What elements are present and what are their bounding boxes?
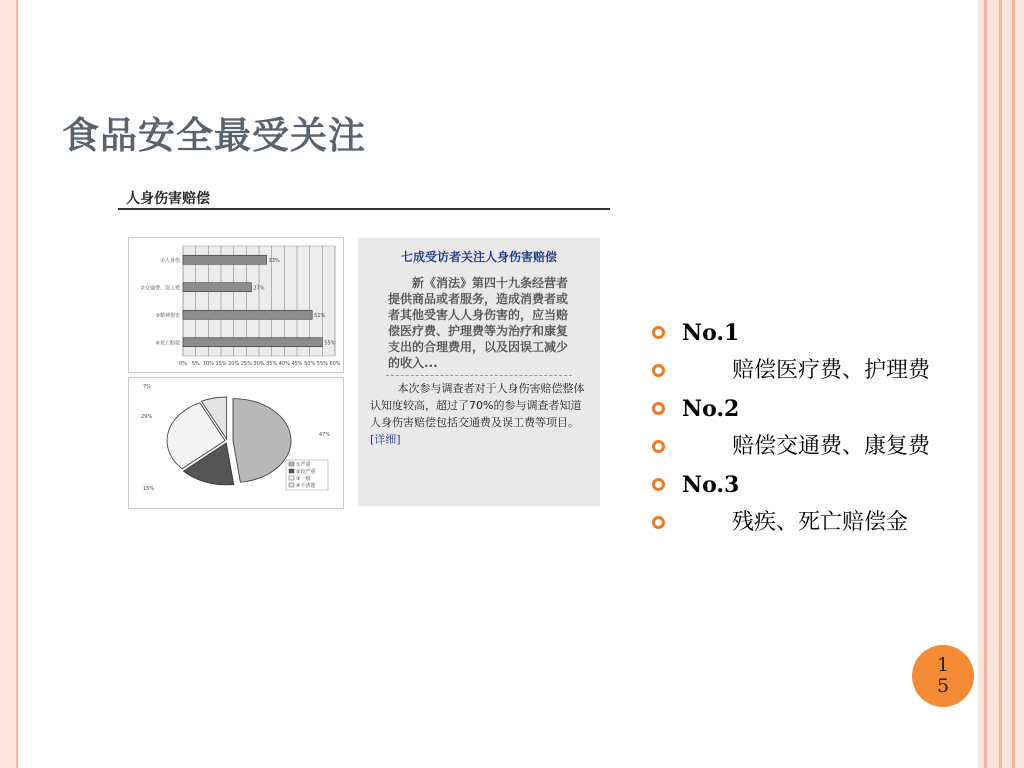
bar-value-label: 55%	[324, 340, 336, 347]
panel-survey-text	[370, 380, 588, 448]
bar-value-label: 33%	[268, 257, 280, 264]
bullet-marker-icon	[652, 364, 665, 377]
bullet-item: No.3	[652, 470, 962, 500]
bar-chart-svg	[129, 238, 343, 372]
x-tick-label: 30%	[253, 361, 265, 367]
details-link[interactable]: [详细]	[370, 433, 401, 446]
left-frame-stripe	[0, 0, 18, 768]
category-label: ②交通费、误工费	[140, 285, 180, 292]
bar-chart	[128, 237, 344, 373]
legend-swatch	[289, 469, 294, 473]
survey-info-panel	[358, 238, 600, 506]
legend-swatch	[289, 462, 294, 466]
x-tick-label: 20%	[228, 361, 240, 367]
pie-chart	[128, 377, 344, 509]
bullet-item: 赔偿医疗费、护理费	[652, 356, 962, 386]
bar	[183, 338, 322, 347]
bullet-marker-icon	[652, 516, 665, 529]
legend-swatch	[289, 483, 294, 487]
bar	[183, 310, 312, 319]
bar-value-label: 51%	[314, 312, 326, 319]
x-tick-label: 10%	[202, 361, 214, 367]
bullet-item: No.2	[652, 394, 962, 424]
x-tick-label: 15%	[215, 361, 227, 367]
figure-caption: 人身伤害赔偿	[126, 191, 210, 207]
pie-chart-svg	[129, 378, 343, 508]
slide-title: 食品安全最受关注	[62, 114, 366, 157]
panel-title: 七成受访者关注人身伤害赔偿	[400, 250, 557, 264]
x-tick-label: 55%	[316, 361, 328, 367]
x-tick-label: 45%	[291, 361, 303, 367]
x-tick-label: 0%	[179, 361, 187, 367]
panel-law-text: 新《消法》第四十九条经营者提供商品或者服务，造成消费者或者其他受害人人身伤害的，应当赔偿医疗费、护理费等为治疗和康复支出的合理费用，以及因误工减少的收入...	[388, 276, 569, 370]
slice-value-label: 47%	[319, 432, 331, 438]
bullet-list	[652, 318, 962, 546]
panel-survey-body: 本次参与调查者对于人身伤害赔偿整体认知度较高，超过了70%的参与调查者知道人身伤害赔偿包括交通费及误工费等项目。	[370, 382, 585, 429]
legend-label: ④不清楚	[296, 483, 316, 489]
page-number-badge	[912, 645, 974, 707]
x-tick-label: 5%	[191, 361, 200, 367]
category-label: ①人身伤	[160, 257, 180, 264]
caption-underline	[118, 208, 610, 210]
legend-label: ①严重	[296, 462, 311, 468]
page-number-digit-1: 1	[936, 654, 950, 676]
bullet-item: 赔偿交通费、康复费	[652, 432, 962, 462]
bar	[183, 255, 267, 264]
page-number-digit-2: 5	[936, 675, 950, 697]
bullet-item: No.1	[652, 318, 962, 348]
panel-separator	[386, 375, 572, 376]
slice-value-label: 7%	[143, 384, 151, 390]
bullet-marker-icon	[652, 326, 665, 339]
slice-value-label: 29%	[141, 414, 153, 420]
legend-label: ③一般	[296, 476, 311, 482]
category-label: ④死亡赔偿	[155, 340, 180, 347]
bullet-item: 残疾、死亡赔偿金	[652, 508, 962, 538]
x-tick-label: 25%	[240, 361, 252, 367]
bullet-marker-icon	[652, 402, 665, 415]
bar	[183, 283, 251, 292]
category-label: ③精神损害	[155, 312, 180, 319]
x-tick-label: 40%	[278, 361, 290, 367]
x-tick-label: 60%	[329, 361, 341, 367]
x-tick-label: 50%	[304, 361, 316, 367]
pie-slice	[233, 399, 291, 483]
legend-label: ②较严重	[296, 469, 316, 475]
bullet-marker-icon	[652, 440, 665, 453]
x-tick-label: 35%	[266, 361, 278, 367]
bar-value-label: 27%	[253, 285, 265, 292]
slice-value-label: 15%	[143, 486, 155, 492]
legend-swatch	[289, 476, 294, 480]
bullet-marker-icon	[652, 478, 665, 491]
right-frame-stripes	[978, 0, 1024, 768]
